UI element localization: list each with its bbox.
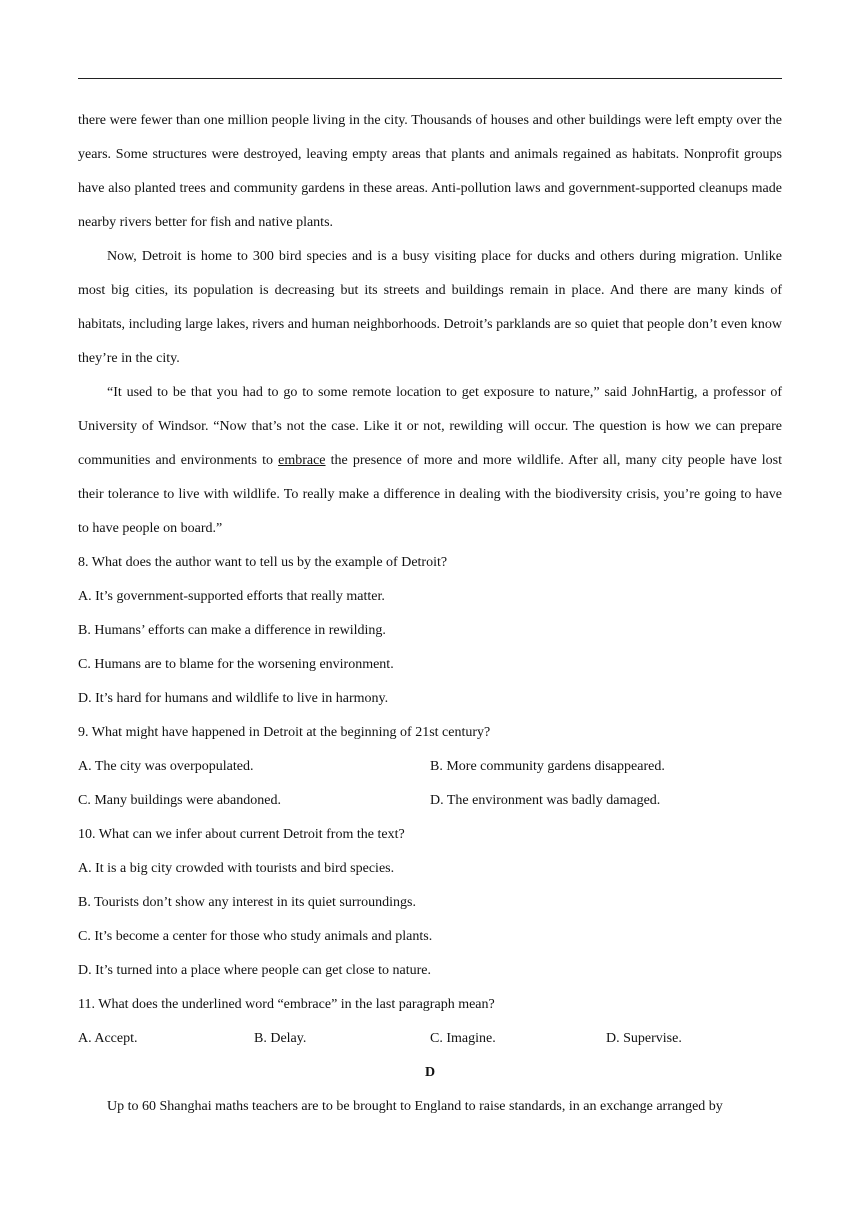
header-rule (78, 78, 782, 79)
underlined-word: embrace (278, 453, 326, 468)
question-8-stem: 8. What does the author want to tell us by the example of Detroit? (78, 555, 448, 570)
question-9-option-d: D. The environment was badly damaged. (430, 793, 661, 808)
question-10-option-c: C. It’s become a center for those who study animals and plants. (78, 929, 433, 944)
question-9-options-row-2 (78, 784, 782, 818)
question-8-option-a: A. It’s government-supported efforts that really matter. (78, 589, 385, 604)
paragraph-3-text-b: the presence of more and more wildlife. After all, many city people have lost their tolerance to live with wildlife. To really make a difference in dealing with the biodiversity crisis, you’re going to have to have people on board.” (78, 453, 782, 536)
document-page (78, 104, 782, 1124)
paragraph-3 (78, 376, 782, 546)
question-9-option-c: C. Many buildings were abandoned. (78, 793, 281, 808)
question-11-options-row (78, 1022, 782, 1056)
question-8-option-b: B. Humans’ efforts can make a difference in rewilding. (78, 623, 386, 638)
paragraph-1: there were fewer than one million people living in the city. Thousands of houses and other buildings were left empty over the years. Some structures were destroyed, leaving empty areas that plants and animals regained as habitats. Nonprofit groups have also planted trees and community gardens in these areas. Anti-pollution laws and government-supported cleanups made nearby rivers better for fish and native plants. (78, 113, 782, 230)
question-8-option-d: D. It’s hard for humans and wildlife to live in harmony. (78, 691, 389, 706)
paragraph-2: Now, Detroit is home to 300 bird species and is a busy visiting place for ducks and others during migration. Unlike most big cities, its population is decreasing but its streets and buildings remain in place. And there are many kinds of habitats, including large lakes, rivers and human neighborhoods. Detroit’s parklands are so quiet that people don’t even know they’re in the city. (78, 249, 782, 366)
question-10-option-a: A. It is a big city crowded with tourists and bird species. (78, 861, 395, 876)
question-10-option-d: D. It’s turned into a place where people can get close to nature. (78, 963, 431, 978)
question-11-option-c: C. Imagine. (430, 1031, 496, 1046)
question-11-option-b: B. Delay. (254, 1031, 307, 1046)
question-10-stem: 10. What can we infer about current Detroit from the text? (78, 827, 405, 842)
question-9-option-a: A. The city was overpopulated. (78, 759, 254, 774)
question-8-option-c: C. Humans are to blame for the worsening environment. (78, 657, 394, 672)
question-9-option-b: B. More community gardens disappeared. (430, 759, 665, 774)
section-d-paragraph: Up to 60 Shanghai maths teachers are to be brought to England to raise standards, in an exchange arranged by (107, 1099, 723, 1114)
paragraph-3-text-a: “It used to be that you had to go to some remote location to get exposure to nature,” said JohnHartig, a professor of University of Windsor. “Now that’s not the case. Like it or not, rewilding will occur. The question is how we can prepare communities and environments to (78, 385, 782, 468)
question-9-options-row-1 (78, 750, 782, 784)
question-11-option-a: A. Accept. (78, 1031, 138, 1046)
question-10-option-b: B. Tourists don’t show any interest in its quiet surroundings. (78, 895, 416, 910)
question-11-option-d: D. Supervise. (606, 1031, 682, 1046)
question-9-stem: 9. What might have happened in Detroit at the beginning of 21st century? (78, 725, 491, 740)
section-heading: D (424, 1065, 436, 1080)
question-11-stem: 11. What does the underlined word “embrace” in the last paragraph mean? (78, 997, 495, 1012)
